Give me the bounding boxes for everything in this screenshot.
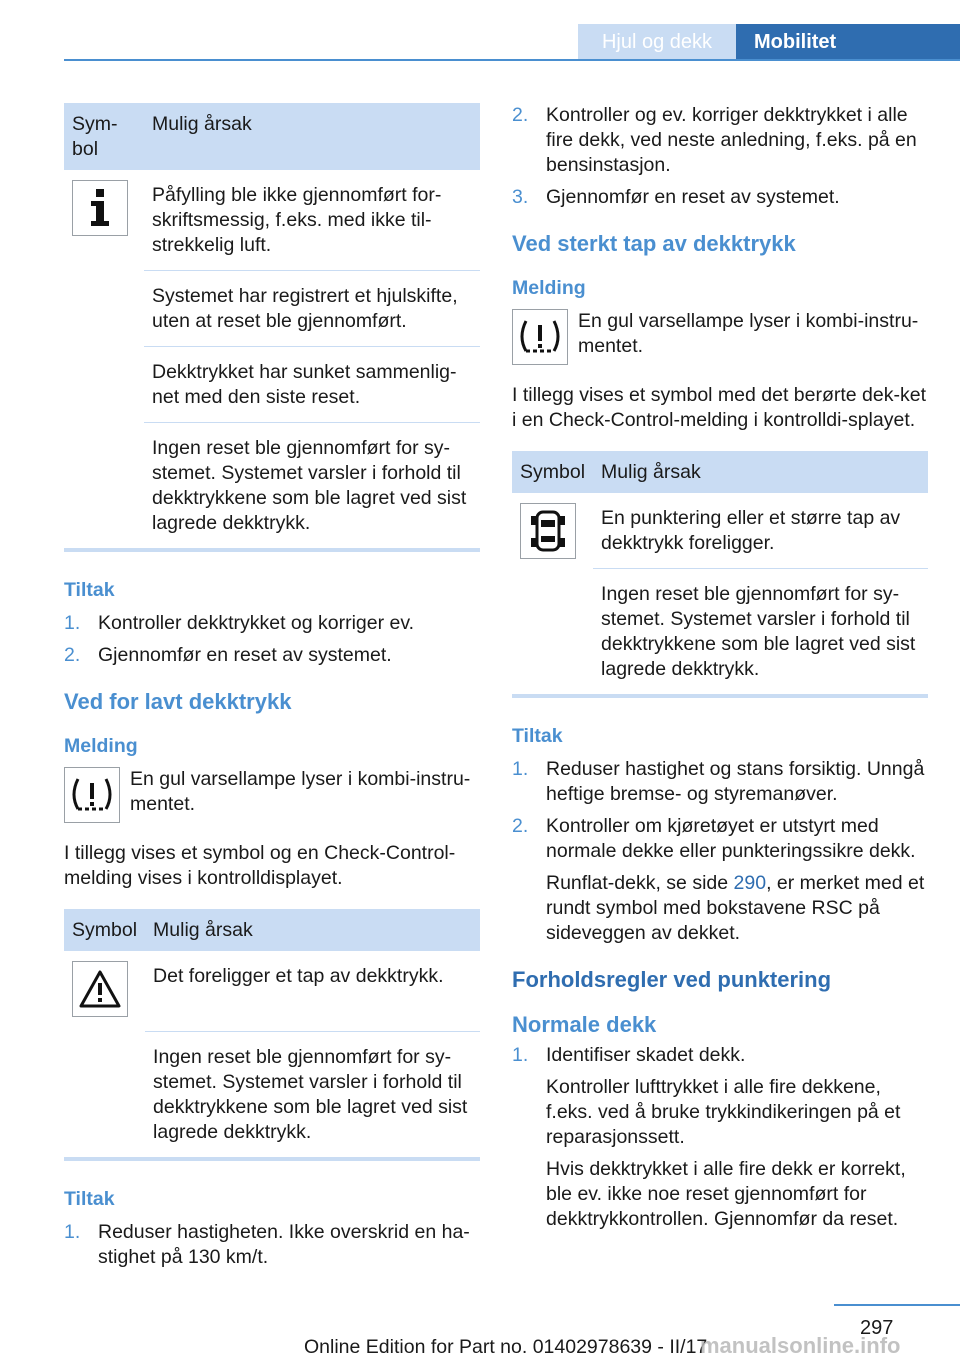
step-number: 2. (512, 104, 529, 126)
tiltak-steps (64, 611, 480, 668)
step-text: Gjennomfør en reset av systemet. (546, 186, 840, 208)
list-item (64, 1220, 480, 1270)
section-heading-severe-loss: Ved sterkt tap av dekktrykk (512, 231, 796, 256)
cause-text: Ingen reset ble gjennomført for sy-stemet. Systemet varsler i forhold til dekktrykkene som ble lagret ved sist lagrede dekktrykk. (601, 583, 916, 680)
section-heading-low-pressure: Ved for lavt dekktrykk (64, 689, 292, 714)
footer-rule (834, 1304, 960, 1306)
melding-text: En gul varsellampe lyser i kombi-instru-mentet. (578, 310, 919, 357)
cause-text: Systemet har registrert et hjulskifte, uten at reset ble gjennomført. (144, 271, 480, 347)
table-header-cause: Mulig årsak (593, 451, 928, 493)
symbol-table-warning (64, 909, 480, 1157)
tab-chapter: Mobilitet (736, 24, 960, 61)
info-icon (72, 180, 128, 236)
melding-block (64, 767, 480, 823)
step-note: Hvis dekktrykket i alle fire dekk er korrekt, ble ev. ikke noe reset gjennomført for dekktrykkontrollen. Gjennomfør da reset. (546, 1158, 906, 1230)
table-header-cause: Mulig årsak (145, 909, 480, 951)
step-number: 3. (512, 186, 529, 208)
step-text: Kontroller og ev. korriger dekktrykket i alle fire dekk, ved neste anledning, f.eks. på en bensinstasjon. (546, 104, 917, 176)
step-text: Reduser hastigheten. Ikke overskrid en ha-stighet på 130 km/t. (98, 1220, 470, 1268)
cause-text: Ingen reset ble gjennomført for sy-stemet. Systemet varsler i forhold til dekktrykkene som ble lagret ved sist lagrede dekktrykk. (153, 1045, 468, 1143)
melding-heading: Melding (64, 735, 138, 757)
warning-triangle-icon (72, 961, 128, 1017)
paragraph: I tillegg vises et symbol med det berørte dek-ket i en Check-Control-melding i kontrolldi-splayet. (512, 384, 927, 431)
cause-text: Påfylling ble ikke gjennomført for-skriftsmessig, f.eks. med ikke til-strekkelig luft. (144, 170, 480, 271)
section-heading-normal-tires: Normale dekk (512, 1012, 657, 1037)
step-text: Gjennomfør en reset av systemet. (98, 644, 392, 666)
melding-block (512, 309, 928, 365)
normal-steps (512, 1043, 928, 1232)
symbol-cell (64, 951, 145, 1157)
list-item (64, 643, 480, 668)
list-item (512, 757, 928, 807)
tiltak-heading: Tiltak (64, 579, 115, 601)
table-header-symbol: Symbol (512, 451, 593, 493)
list-item (512, 103, 928, 178)
symbol-cell (64, 170, 144, 548)
symbol-cell (512, 493, 593, 694)
tire-pressure-warning-icon (512, 309, 568, 365)
tiltak-heading: Tiltak (64, 1187, 115, 1210)
step-number: 1. (64, 612, 81, 634)
note-text: , er merket med et rundt symbol med bokstavene RSC på sideveggen av dekket. (546, 872, 925, 944)
tiltak-heading: Tiltak (512, 725, 563, 747)
symbol-table-tire-damage (512, 451, 928, 694)
step-number: 1. (512, 1044, 529, 1066)
step-body (546, 814, 928, 946)
left-column (64, 103, 480, 1277)
edition-text: Online Edition for Part no. 01402978639 - II/17 (304, 1336, 708, 1358)
page-link[interactable]: 290 (733, 872, 767, 894)
page-number: 297 (860, 1317, 894, 1339)
step-number: 2. (512, 815, 529, 837)
tiltak-steps (64, 1220, 480, 1270)
paragraph: I tillegg vises et symbol og en Check-Control-melding vises i kontrolldisplayet. (64, 842, 456, 889)
tiltak-steps (512, 757, 928, 946)
table-row (64, 951, 480, 1031)
header-rule (64, 59, 960, 61)
continued-steps (512, 103, 928, 210)
list-item (512, 185, 928, 210)
cause-text: Dekktrykket har sunket sammenlig-net med den siste reset. (144, 347, 480, 423)
car-tire-damage-icon (520, 503, 576, 559)
step-text: Identifiser skadet dekk. (546, 1044, 746, 1066)
list-item (512, 814, 928, 946)
list-item (512, 1043, 928, 1232)
step-number: 2. (64, 644, 81, 666)
step-note: Kontroller lufttrykket i alle fire dekkene, f.eks. ved å bruke trykkindikeringen på et reparasjonssett. (546, 1076, 901, 1148)
table-row (64, 170, 480, 271)
step-body (546, 1043, 928, 1232)
step-number: 1. (64, 1220, 81, 1243)
table-header-cause: Mulig årsak (144, 103, 480, 170)
step-text: Kontroller om kjøretøyet er utstyrt med normale dekke eller punkteringssikre dekk. (546, 815, 916, 862)
melding-heading: Melding (512, 277, 586, 299)
section-heading-precautions: Forholdsregler ved punktering (512, 967, 832, 992)
tire-pressure-warning-icon (64, 767, 120, 823)
watermark: manualsonline.info (700, 1333, 901, 1358)
note-text: Runflat-dekk, se side (546, 872, 734, 894)
cause-text: Det foreligger et tap av dekktrykk. (145, 951, 480, 1031)
table-header-symbol: Symbol (64, 909, 145, 951)
step-text: Reduser hastighet og stans forsiktig. Unngå heftige bremse- og styremanøver. (546, 758, 925, 805)
tab-section: Hjul og dekk (578, 24, 736, 61)
list-item (64, 611, 480, 636)
step-text: Kontroller dekktrykket og korriger ev. (98, 612, 415, 634)
cause-text: En punktering eller et større tap av dekktrykk foreligger. (593, 493, 928, 569)
step-number: 1. (512, 758, 529, 780)
cause-text: Ingen reset ble gjennomført for sy-stemet. Systemet varsler i forhold til dekktrykkene som ble lagret ved sist lagrede dekktrykk. (152, 437, 467, 534)
table-row (512, 493, 928, 569)
right-column (512, 103, 928, 1239)
melding-text: En gul varsellampe lyser i kombi-instru-mentet. (130, 768, 471, 815)
table-header-symbol: Sym-bol (64, 103, 144, 170)
step-note (546, 871, 928, 946)
symbol-table-info (64, 103, 480, 548)
